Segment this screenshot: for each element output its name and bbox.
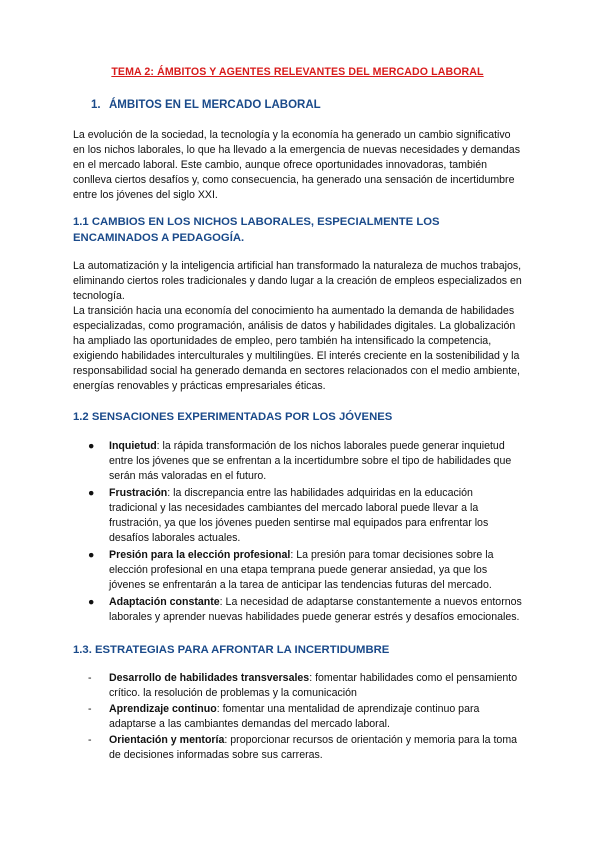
dash-icon: - — [88, 703, 92, 715]
list-item-text: : La necesidad de adaptarse constantemente a nuevos entornos laborales y aprender nuevas habilidades puede generar estrés y desafíos emocionales. — [109, 595, 522, 623]
list-item — [88, 486, 522, 546]
list-item — [88, 733, 522, 763]
section-1-1-paragraph-2: La transición hacia una economía del conocimiento ha aumentado la demanda de habilidades especializadas, como programación, análisis de datos y habilidades digitales. La globalización ha ampliado las oportunidades de empleo, pero también ha intensificado la competencia, exigiendo habilidades interculturales y multilingües. El interés creciente en la sostenibilidad y la responsabilidad social ha generado demanda en sectores relacionados con el medio ambiente, energías renovables y prácticas empresariales éticas. — [73, 305, 520, 392]
list-item-text: : fomentar habilidades como el pensamiento crítico. la resolución de problemas y la comunicación — [109, 672, 518, 699]
dash-icon: - — [88, 672, 92, 684]
list-item-term: Inquietud — [109, 439, 157, 452]
bullet-icon: ● — [88, 548, 95, 561]
list-item-text: : la discrepancia entre las habilidades adquiridas en la educación tradicional y las necesidades cambiantes del mercado laboral puede llevar a la frustración, ya que los jóvenes pueden sentirse mal equipados para enfrentar los desafíos laborales actuales. — [109, 486, 489, 544]
list-item-term: Aprendizaje continuo — [109, 703, 217, 715]
list-item-term: Orientación y mentoría — [109, 734, 225, 746]
bullet-icon: ● — [88, 486, 95, 499]
feelings-list — [73, 439, 522, 625]
document-title: TEMA 2: ÁMBITOS Y AGENTES RELEVANTES DEL MERCADO LABORAL — [111, 66, 484, 78]
list-item-term: Frustración — [109, 486, 168, 499]
list-item — [88, 595, 522, 625]
list-item — [88, 671, 522, 701]
section-1-2-heading: 1.2 SENSACIONES EXPERIMENTADAS POR LOS JÓVENES — [73, 411, 393, 423]
list-item — [88, 439, 522, 484]
list-item-text: : fomentar una mentalidad de aprendizaje continuo para adaptarse a las cambiantes demandas del mercado laboral. — [109, 703, 480, 730]
bullet-icon: ● — [88, 595, 95, 608]
list-item-term: Adaptación constante — [109, 595, 220, 608]
bullet-icon: ● — [88, 439, 95, 452]
section-1-intro: La evolución de la sociedad, la tecnología y la economía ha generado un cambio significativo en los nichos laborales, lo que ha llevado a la emergencia de nuevas necesidades y demandas en el mercado laboral. Este cambio, aunque ofrece oportunidades innovadoras, también conlleva ciertos desafíos y, como consecuencia, ha generado una sensación de incertidumbre entre los jóvenes del siglo XXI. — [73, 129, 520, 201]
section-1-number: 1. — [91, 99, 101, 111]
list-item-text: : proporcionar recursos de orientación y memoria para la toma de decisiones informadas sobre sus carreras. — [109, 734, 518, 761]
list-item-text: : La presión para tomar decisiones sobre la elección profesional en una etapa temprana puede generar ansiedad, ya que los jóvenes se enfrentarán a la tarea de anticipar las tendencias futuras del mercado. — [109, 548, 494, 591]
list-item-term: Desarrollo de habilidades transversales — [109, 672, 310, 684]
section-1-3-heading: 1.3. ESTRATEGIAS PARA AFRONTAR LA INCERTIDUMBRE — [73, 643, 390, 656]
list-item-text: : la rápida transformación de los nichos laborales puede generar inquietud entre los jóvenes que se enfrentan a la incertidumbre sobre el tipo de habilidades que serán más valoradas en el futuro. — [109, 439, 512, 482]
list-item-term: Presión para la elección profesional — [109, 548, 291, 561]
section-1-heading-text: ÁMBITOS EN EL MERCADO LABORAL — [109, 99, 321, 111]
section-1-1-paragraph-1: La automatización y la inteligencia artificial han transformado la naturaleza de muchos trabajos, eliminando ciertos roles tradicionales y dando lugar a la creación de empleos especializados en tecnología. — [73, 260, 522, 302]
section-1-1-heading: 1.1 CAMBIOS EN LOS NICHOS LABORALES, ESPECIALMENTE LOS ENCAMINADOS A PEDAGOGÍA. — [73, 216, 440, 244]
list-item — [88, 548, 522, 593]
section-1-heading — [91, 99, 522, 111]
list-item — [88, 702, 522, 732]
strategies-list — [73, 671, 522, 763]
dash-icon: - — [88, 734, 92, 746]
